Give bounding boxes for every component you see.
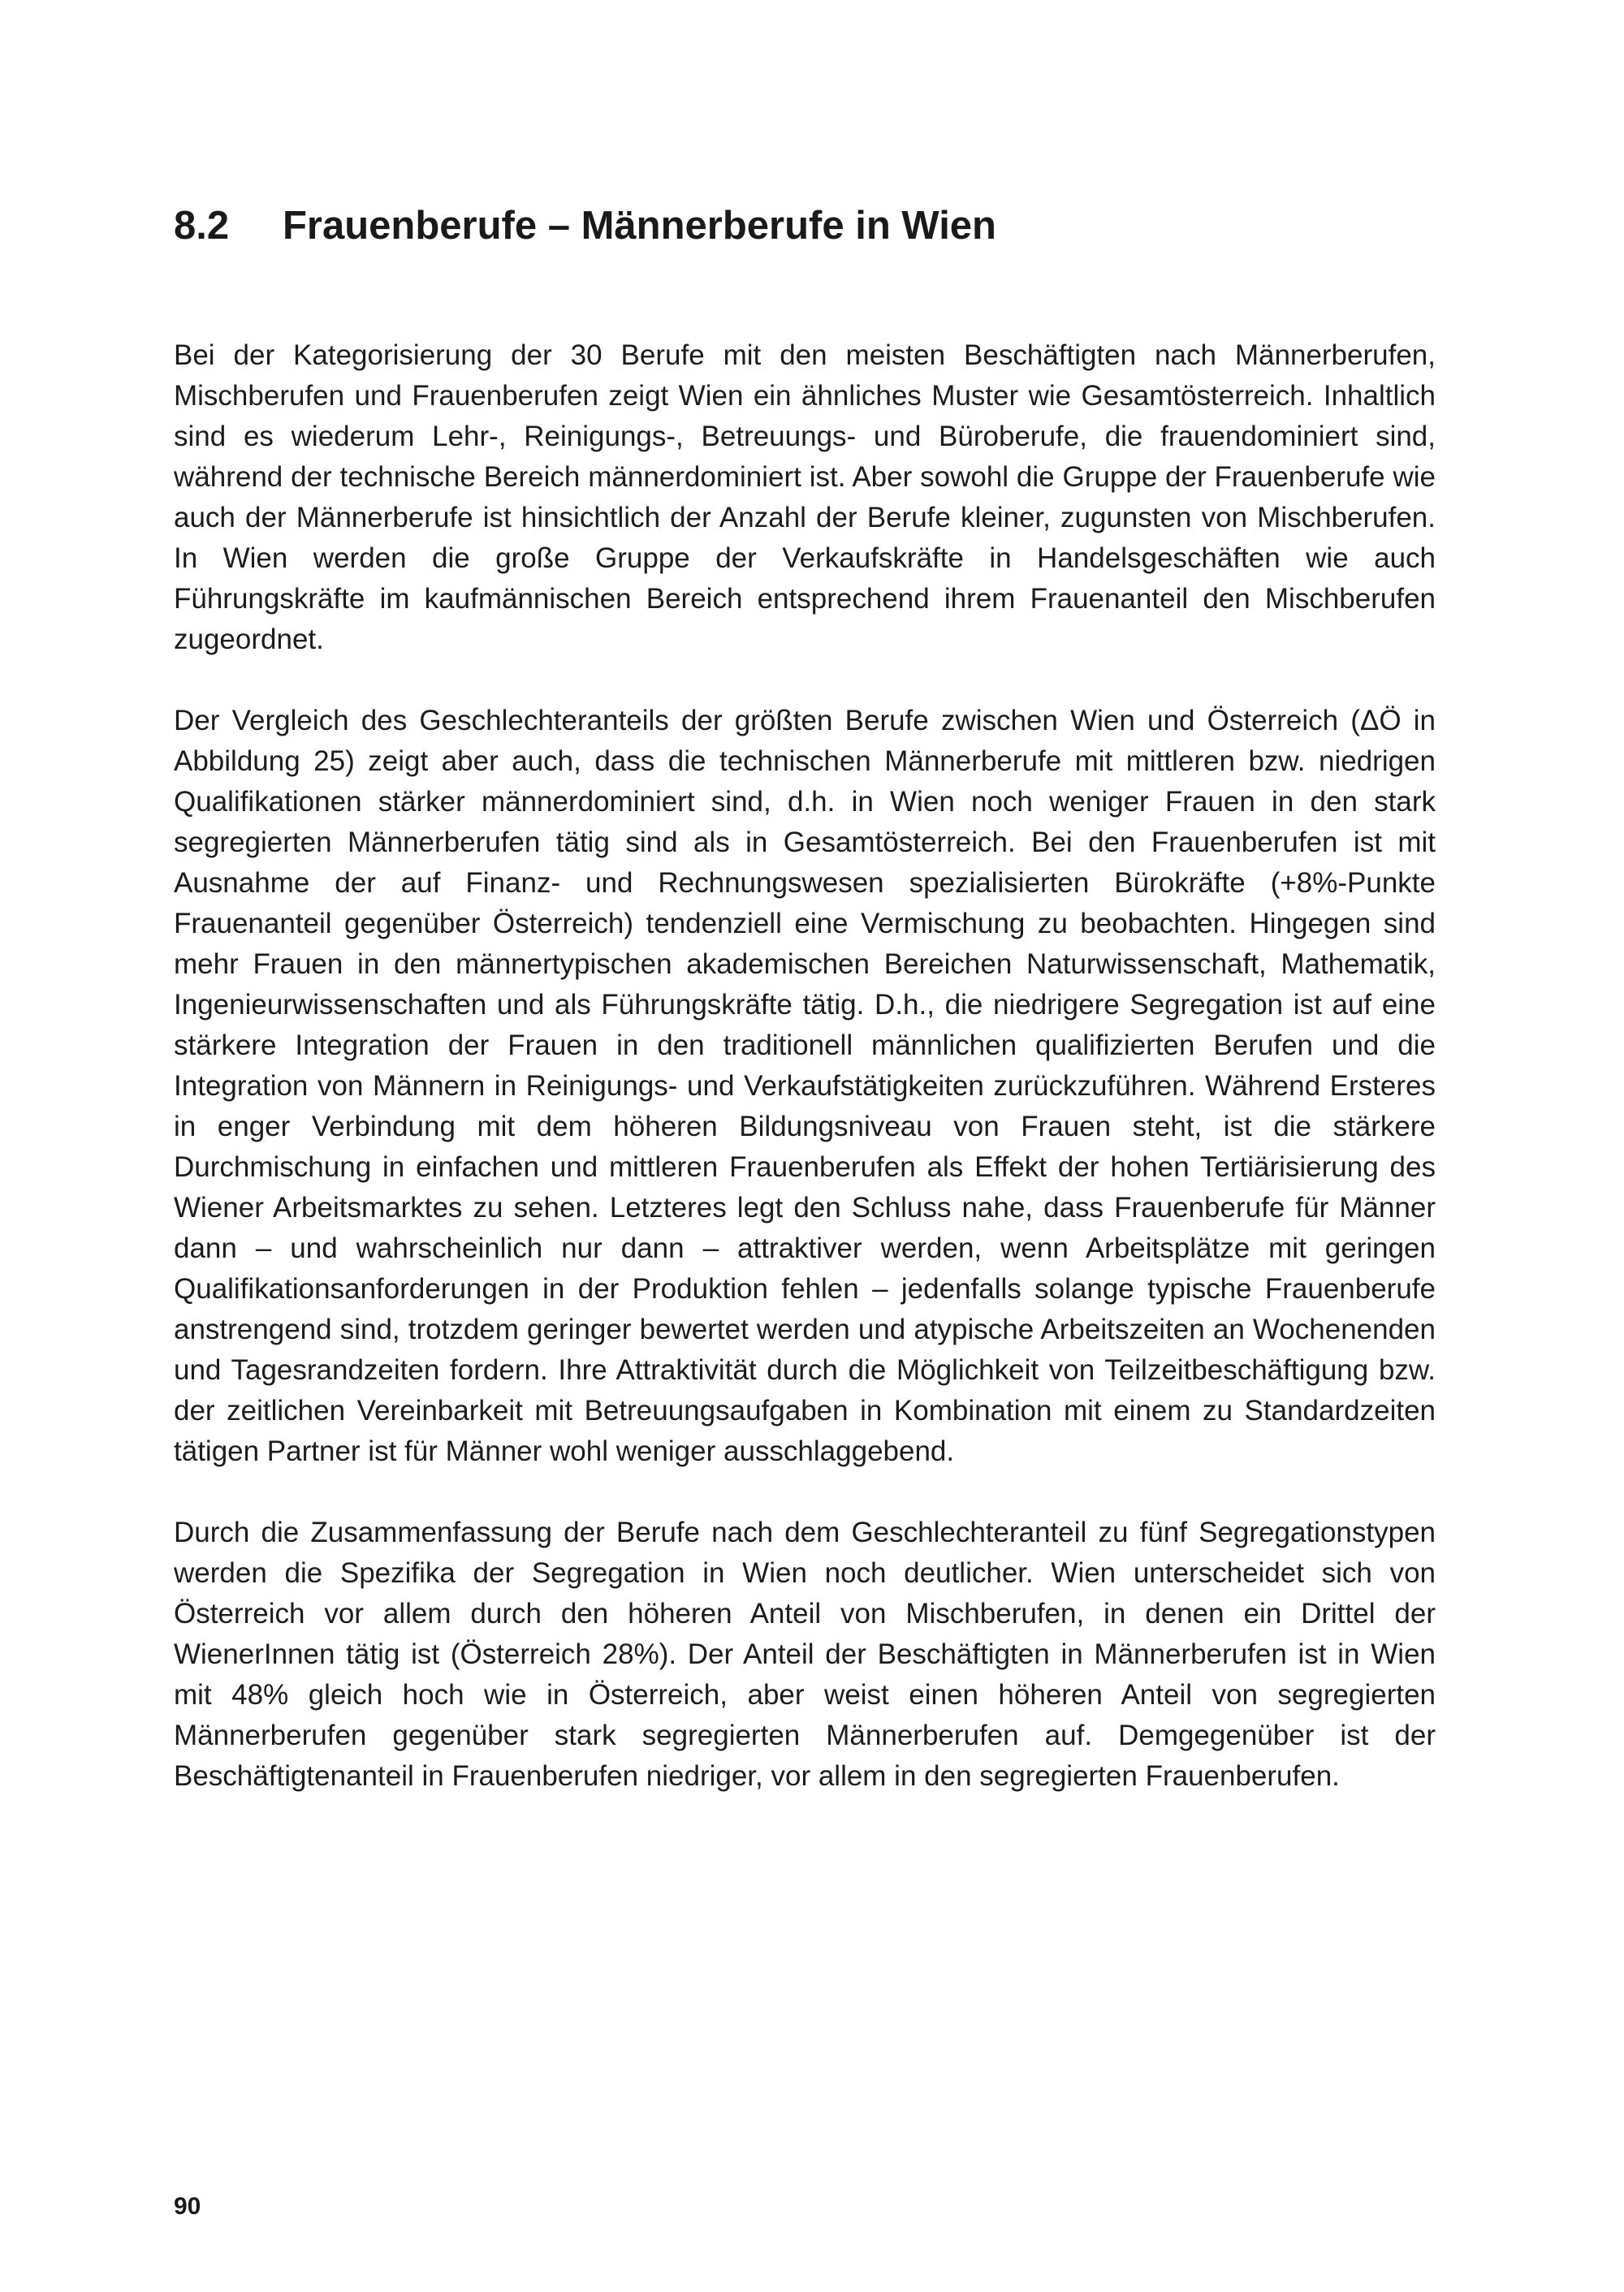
- section-heading: [174, 201, 1440, 250]
- paragraph-2: Der Vergleich des Geschlechteranteils der größten Berufe zwischen Wien und Österreich (ΔÖ in Abbildung 25) zeigt aber auch, dass die technischen Männerberufe mit mittleren bzw. niedrigen Qualifikationen stärker männerdominiert sind, d.h. in Wien noch weniger Frauen in den stark segregierten Männerberufen tätig sind als in Gesamtösterreich. Bei den Frauenberufen ist mit Ausnahme der auf Finanz- und Rechnungswesen spezialisierten Bürokräfte (+8%-Punkte Frauenanteil gegenüber Österreich) tendenziell eine Vermischung zu beobachten. Hingegen sind mehr Frauen in den männertypischen akademischen Bereichen Naturwissenschaft, Mathematik, Ingenieurwissenschaften und als Führungskräfte tätig. D.h., die niedrigere Segregation ist auf eine stärkere Integration der Frauen in den traditionell männlichen qualifizierten Berufen und die Integration von Männern in Reinigungs- und Verkaufstätigkeiten zurückzuführen. Während Ersteres in enger Verbindung mit dem höheren Bildungsniveau von Frauen steht, ist die stärkere Durchmischung in einfachen und mittleren Frauenberufen als Effekt der hohen Tertiärisierung des Wiener Arbeitsmarktes zu sehen. Letzteres legt den Schluss nahe, dass Frauenberufe für Männer dann – und wahrscheinlich nur dann – attraktiver werden, wenn Arbeitsplätze mit geringen Qualifikationsanforderungen in der Produktion fehlen – jedenfalls solange typische Frauenberufe anstrengend sind, trotzdem geringer bewertet werden und atypische Arbeitszeiten an Wochenenden und Tagesrandzeiten fordern. Ihre Attraktivität durch die Möglichkeit von Teilzeitbeschäftigung bzw. der zeitlichen Vereinbarkeit mit Betreuungsaufgaben in Kombination mit einem zu Standardzeiten tätigen Partner ist für Männer wohl weniger ausschlaggebend.: [174, 705, 1436, 1467]
- paragraph-1: Bei der Kategorisierung der 30 Berufe mit den meisten Beschäftigten nach Männerberufen, Mischberufen und Frauenberufen zeigt Wien ein ähnliches Muster wie Gesamtösterreich. Inhaltlich sind es wiederum Lehr-, Reinigungs-, Betreuungs- und Büroberufe, die frauendominiert sind, während der technische Bereich männerdominiert ist. Aber sowohl die Gruppe der Frauenberufe wie auch der Männerberufe ist hinsichtlich der Anzahl der Berufe kleiner, zugunsten von Mischberufen. In Wien werden die große Gruppe der Verkaufskräfte in Handelsgeschäften wie auch Führungskräfte im kaufmännischen Bereich entsprechend ihrem Frauenanteil den Mischberufen zugeordnet.: [174, 339, 1436, 655]
- page-number: 90: [174, 2193, 201, 2220]
- section-number: 8.2: [174, 204, 230, 248]
- body-text: [174, 335, 1436, 1837]
- section-title: Frauenberufe – Männerberufe in Wien: [283, 204, 996, 248]
- paragraph-3: Durch die Zusammenfassung der Berufe nach dem Geschlechteranteil zu fünf Segregationstypen werden die Spezifika der Segregation in Wien noch deutlicher. Wien unterscheidet sich von Österreich vor allem durch den höheren Anteil von Mischberufen, in denen ein Drittel der WienerInnen tätig ist (Österreich 28%). Der Anteil der Beschäftigten in Männerberufen ist in Wien mit 48% gleich hoch wie in Österreich, aber weist einen höheren Anteil von segregierten Männerberufen gegenüber stark segregierten Männerberufen auf. Demgegenüber ist der Beschäftigtenanteil in Frauenberufen niedriger, vor allem in den segregierten Frauenberufen.: [174, 1517, 1436, 1792]
